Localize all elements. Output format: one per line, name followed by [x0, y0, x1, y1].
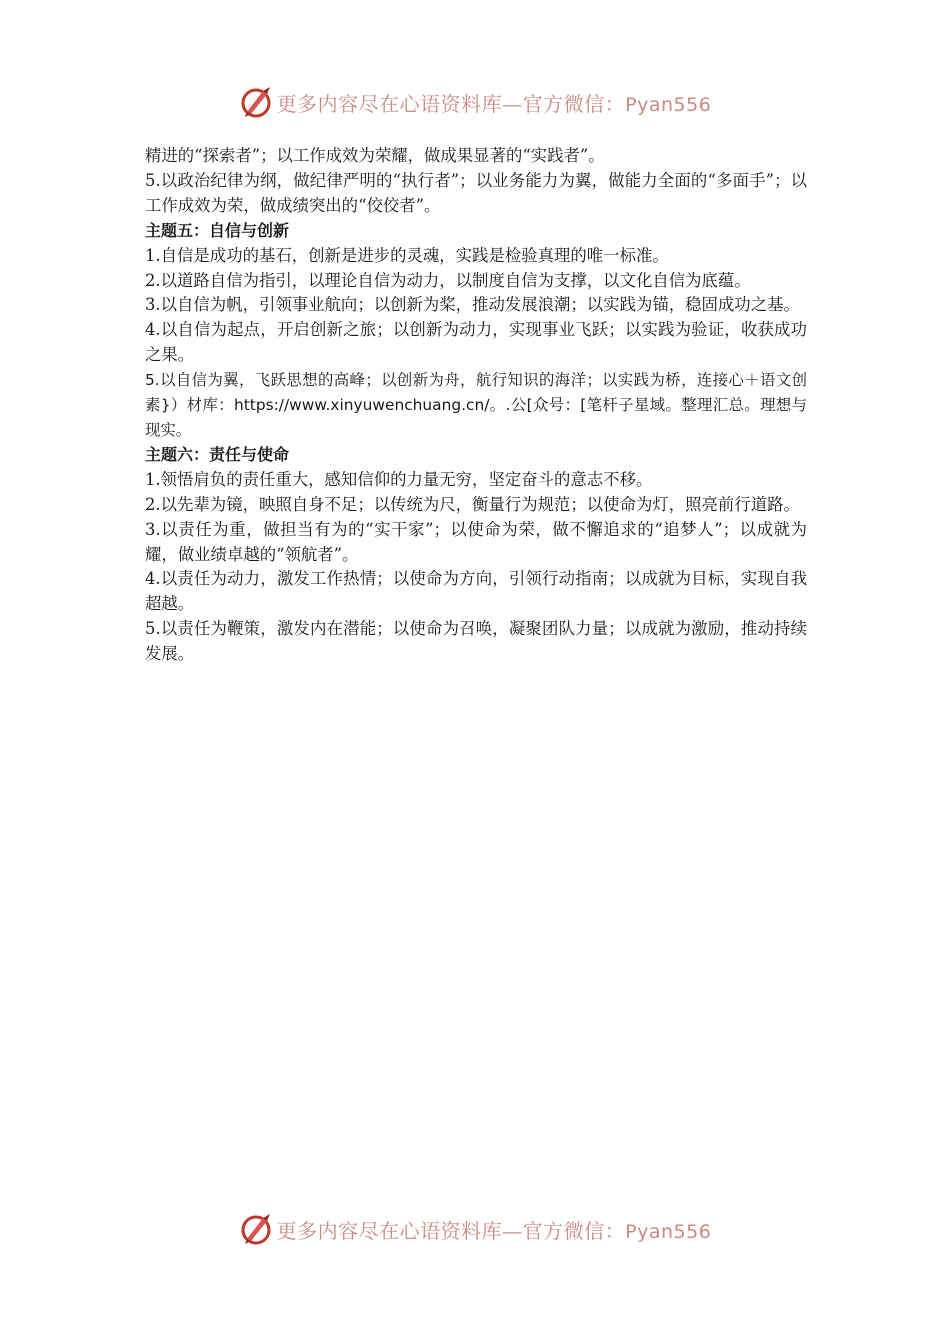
paragraph: 2.以先辈为镜，映照自身不足；以传统为尺，衡量行为规范；以使命为灯，照亮前行道路。 — [145, 494, 800, 514]
banner-text: 更多内容尽在心语资料库—官方微信：Pyan556 — [276, 1218, 712, 1243]
footer-watermark-banner — [0, 1209, 950, 1249]
paragraph: 4.以责任为动力，激发工作热情；以使命为方向，引领行动指南；以成就为目标，实现自我超越。 — [145, 569, 807, 614]
paragraph: 3.以自信为帆，引领事业航向；以创新为桨，推动发展浪潮；以实践为锚，稳固成功之基。 — [145, 295, 800, 315]
header-watermark-banner — [0, 82, 950, 122]
banner-text: 更多内容尽在心语资料库—官方微信：Pyan556 — [276, 91, 712, 116]
paragraph: 1.自信是成功的基石，创新是进步的灵魂，实践是检验真理的唯一标准。 — [145, 245, 669, 265]
paragraph-with-link: 5.以自信为翼，飞跃思想的高峰；以创新为舟，航行知识的海洋；以实践为桥，连接心＋语文创素}）材库：https://www.xinyuwenchuang.cn/。.公[众号：[笔杆子星域。整理汇总。理想与现实。 — [145, 371, 807, 439]
section-heading: 主题六：责任与使命 — [145, 444, 290, 464]
document-body — [145, 144, 807, 667]
paragraph: 精进的“探索者”；以工作成效为荣耀，做成果显著的“实践者”。 — [145, 146, 605, 165]
quill-pen-icon — [239, 85, 273, 119]
section-heading: 主题五：自信与创新 — [145, 220, 290, 240]
paragraph: 2.以道路自信为指引，以理论自信为动力，以制度自信为支撑，以文化自信为底蕴。 — [145, 270, 751, 290]
paragraph: 5.以政治纪律为纲，做纪律严明的“执行者”；以业务能力为翼，做能力全面的“多面手”；以工作成效为荣，做成绩突出的“佼佼者”。 — [145, 170, 807, 215]
paragraph: 3.以责任为重，做担当有为的“实干家”；以使命为荣，做不懈追求的“追梦人”；以成就为耀，做业绩卓越的“领航者”。 — [145, 519, 807, 564]
paragraph: 4.以自信为起点，开启创新之旅；以创新为动力，实现事业飞跃；以实践为验证，收获成功之果。 — [145, 320, 807, 365]
paragraph: 1.领悟肩负的责任重大，感知信仰的力量无穷，坚定奋斗的意志不移。 — [145, 469, 653, 489]
wechat-id: Pyan556 — [625, 1220, 712, 1243]
quill-pen-icon — [239, 1212, 273, 1246]
paragraph: 5.以责任为鞭策，激发内在潜能；以使命为召唤，凝聚团队力量；以成就为激励，推动持续发展。 — [145, 619, 807, 664]
wechat-id: Pyan556 — [625, 93, 712, 116]
